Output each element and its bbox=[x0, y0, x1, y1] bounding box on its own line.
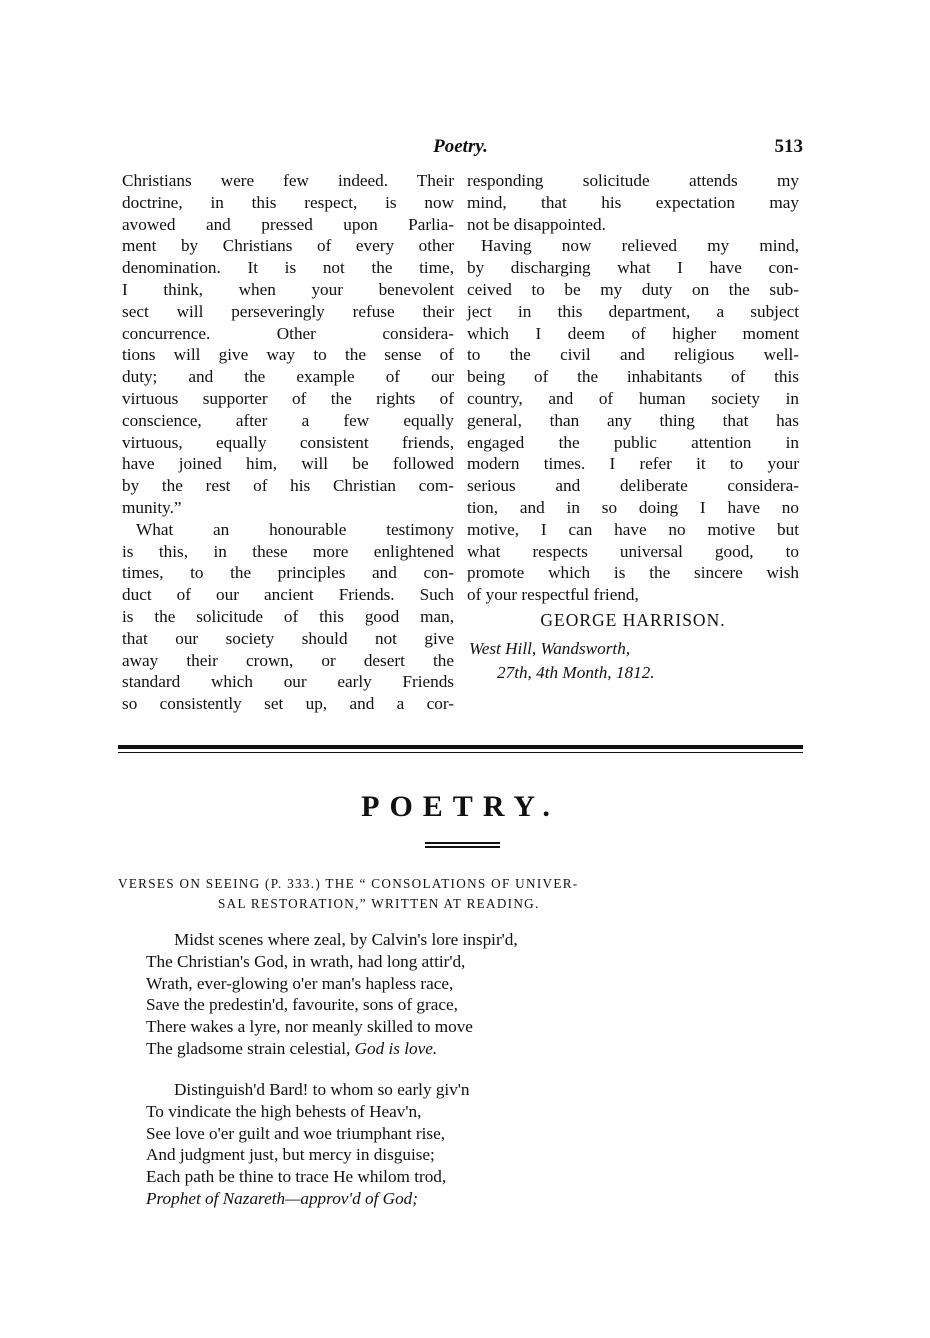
text-line: to the civil and religious well- bbox=[467, 345, 799, 365]
text-line: by discharging what I have con- bbox=[467, 258, 799, 278]
poem-heading-line: SAL RESTORATION,” WRITTEN AT READING. bbox=[218, 896, 540, 911]
verse-line: Wrath, ever-glowing o'er man's hapless race, bbox=[146, 973, 454, 993]
text-line: is the solicitude of this good man, bbox=[122, 606, 454, 626]
text-line: so consistently set up, and a cor- bbox=[122, 694, 454, 714]
text-line: have joined him, will be followed bbox=[122, 454, 454, 474]
text-line: avowed and pressed upon Parlia- bbox=[122, 214, 454, 234]
verse-line: And judgment just, but mercy in disguise; bbox=[146, 1145, 435, 1165]
poem-stanza-2 bbox=[146, 1079, 470, 1210]
text-line: general, than any thing that has bbox=[467, 410, 799, 430]
text-line: denomination. It is not the time, bbox=[122, 258, 454, 278]
verse-line: Prophet of Nazareth—approv'd of God; bbox=[146, 1188, 418, 1208]
verse-line bbox=[146, 1038, 518, 1060]
text-line: Having now relieved my mind, bbox=[481, 236, 799, 256]
left-column bbox=[122, 170, 454, 715]
poem-heading-line: VERSES ON SEEING (P. 333.) THE “ CONSOLATIONS OF UNIVER- bbox=[118, 876, 579, 891]
section-divider bbox=[118, 745, 803, 749]
text-line: virtuous, equally consistent friends, bbox=[122, 432, 454, 452]
section-title: POETRY. bbox=[361, 790, 560, 823]
text-line: times, to the principles and con- bbox=[122, 563, 454, 583]
letter-place: West Hill, Wandsworth, bbox=[469, 638, 631, 658]
verse-line: The Christian's God, in wrath, had long attir'd, bbox=[146, 951, 466, 971]
verse-italic: God is love. bbox=[354, 1038, 438, 1058]
running-head: Poetry. bbox=[433, 136, 488, 157]
text-line: serious and deliberate considera- bbox=[467, 476, 799, 496]
verse-line: There wakes a lyre, nor meanly skilled to move bbox=[146, 1017, 473, 1037]
text-line: duty; and the example of our bbox=[122, 367, 454, 387]
section-divider-thin bbox=[118, 752, 803, 753]
text-line: mind, that his expectation may bbox=[467, 192, 799, 212]
page-number: 513 bbox=[774, 136, 803, 157]
text-line: modern times. I refer it to your bbox=[467, 454, 799, 474]
poem-heading bbox=[118, 874, 808, 914]
page-header bbox=[118, 136, 803, 164]
poem-stanza-1 bbox=[146, 929, 518, 1060]
letter-date: 27th, 4th Month, 1812. bbox=[497, 662, 655, 682]
text-line: is this, in these more enlightened bbox=[122, 541, 454, 561]
text-line: What an honourable testimony bbox=[136, 519, 454, 539]
text-line: tions will give way to the sense of bbox=[122, 345, 454, 365]
title-ornament bbox=[425, 842, 500, 850]
text-line: munity.” bbox=[122, 497, 182, 517]
text-line: motive, I can have no motive but bbox=[467, 519, 799, 539]
text-line: conscience, after a few equally bbox=[122, 410, 454, 430]
verse-line: Midst scenes where zeal, by Calvin's lore inspir'd, bbox=[174, 930, 518, 949]
text-line: away their crown, or desert the bbox=[122, 650, 454, 670]
verse-line: See love o'er guilt and woe triumphant rise, bbox=[146, 1123, 446, 1143]
text-line: tion, and in so doing I have no bbox=[467, 497, 799, 517]
text-line: ceived to be my duty on the sub- bbox=[467, 279, 799, 299]
text-line: that our society should not give bbox=[122, 628, 454, 648]
text-line: by the rest of his Christian com- bbox=[122, 476, 454, 496]
text-line: doctrine, in this respect, is now bbox=[122, 192, 454, 212]
text-line: sect will perseveringly refuse their bbox=[122, 301, 454, 321]
right-column bbox=[467, 170, 799, 686]
text-line: standard which our early Friends bbox=[122, 672, 454, 692]
verse-line: To vindicate the high behests of Heav'n, bbox=[146, 1101, 422, 1121]
verse-line: Distinguish'd Bard! to whom so early giv'n bbox=[174, 1080, 470, 1099]
text-line: engaged the public attention in bbox=[467, 432, 799, 452]
text-line: concurrence. Other considera- bbox=[122, 323, 454, 343]
text-line: being of the inhabitants of this bbox=[467, 367, 799, 387]
verse-text: The gladsome strain celestial, bbox=[146, 1038, 351, 1058]
verse-line: Save the predestin'd, favourite, sons of grace, bbox=[146, 995, 458, 1015]
signature: GEORGE HARRISON. bbox=[540, 609, 726, 630]
verse-line: Each path be thine to trace He whilom trod, bbox=[146, 1167, 447, 1187]
text-line: promote which is the sincere wish bbox=[467, 563, 799, 583]
text-line: virtuous supporter of the rights of bbox=[122, 388, 454, 408]
text-line: duct of our ancient Friends. Such bbox=[122, 585, 454, 605]
text-line: what respects universal good, to bbox=[467, 541, 799, 561]
text-line: I think, when your benevolent bbox=[122, 279, 454, 299]
text-line: ment by Christians of every other bbox=[122, 236, 454, 256]
text-line: of your respectful friend, bbox=[467, 585, 639, 605]
text-line: which I deem of higher moment bbox=[467, 323, 799, 343]
text-line: country, and of human society in bbox=[467, 388, 799, 408]
text-line: Christians were few indeed. Their bbox=[122, 171, 454, 190]
text-line: ject in this department, a subject bbox=[467, 301, 799, 321]
text-line: responding solicitude attends my bbox=[467, 171, 799, 190]
text-line: not be disappointed. bbox=[467, 214, 606, 234]
